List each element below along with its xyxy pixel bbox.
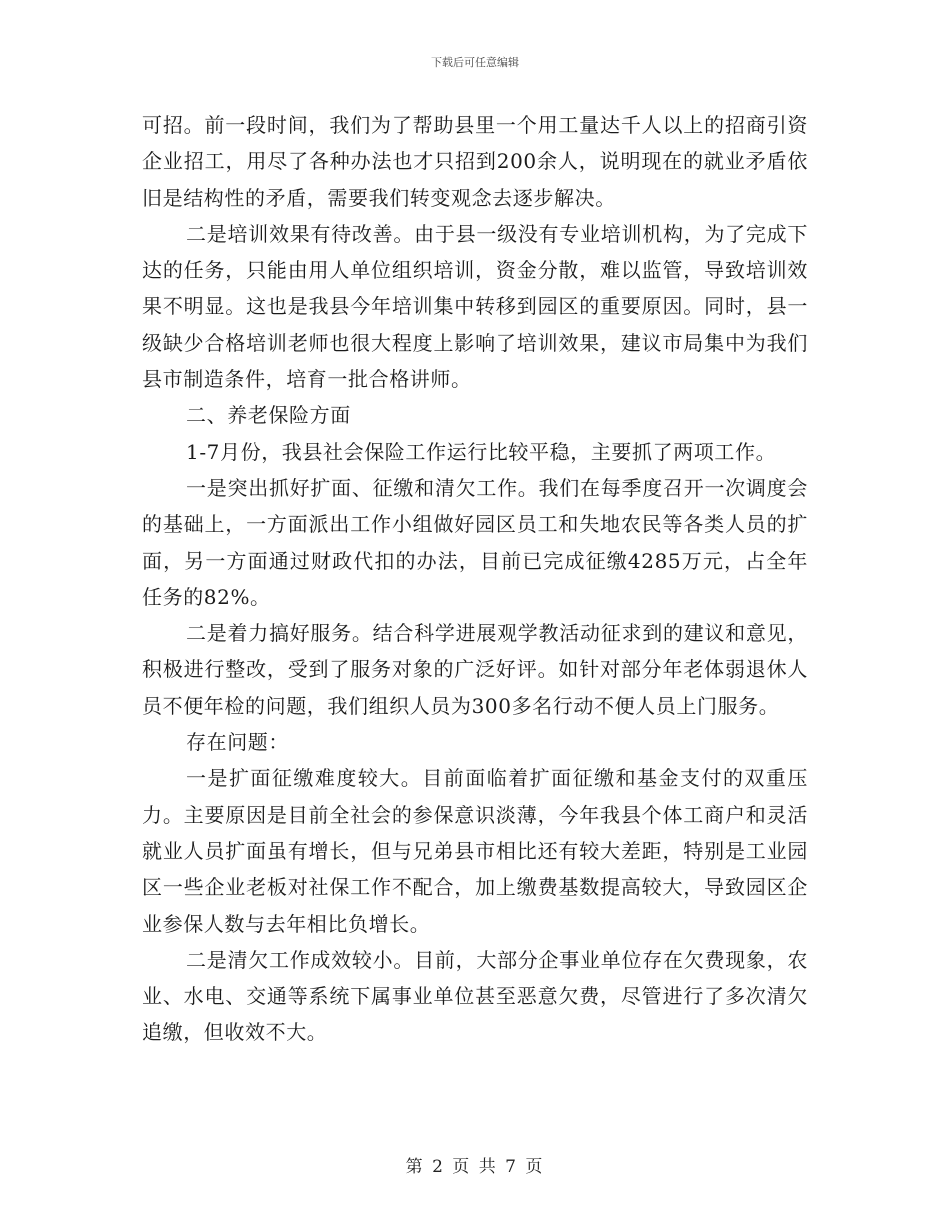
paragraph-7: 二是清欠工作成效较小。目前，大部分企事业单位存在欠费现象，农业、水电、交通等系统下属事业单位甚至恶意欠费，尽管进行了多次清欠追缴，但收效不大。	[142, 947, 808, 1045]
paragraph-1: 可招。前一段时间，我们为了帮助县里一个用工量达千人以上的招商引资企业招工，用尽了各种办法也才只招到200余人，说明现在的就业矛盾依旧是结构性的矛盾，需要我们转变观念去逐步解决。	[142, 113, 808, 210]
paragraph-3: 1-7月份，我县社会保险工作运行比较平稳，主要抓了两项工作。	[186, 439, 777, 464]
paragraph-2: 二是培训效果有待改善。由于县一级没有专业培训机构，为了完成下达的任务，只能由用人单位组织培训，资金分散，难以监管，导致培训效果不明显。这也是我县今年培训集中转移到园区的重要原因。同时，县一级缺少合格培训老师也很大程度上影响了培训效果，建议市局集中为我们县市制造条件，培育一批合格讲师。	[142, 221, 808, 392]
section-heading-pension: 二、养老保险方面	[186, 403, 351, 428]
subheading-problems: 存在问题：	[186, 730, 289, 755]
paragraph-4: 一是突出抓好扩面、征缴和清欠工作。我们在每季度召开一次调度会的基础上，一方面派出工作小组做好园区员工和失地农民等各类人员的扩面，另一方面通过财政代扣的办法，目前已完成征缴4285万元，占全年任务的82%。	[142, 475, 808, 609]
document-body	[142, 107, 808, 1051]
page-number: 第 2 页 共 7 页	[405, 1157, 545, 1177]
page-header-note: 下载后可任意编辑	[431, 56, 519, 69]
paragraph-5: 二是着力搞好服务。结合科学进展观学教活动征求到的建议和意见，积极进行整改，受到了服务对象的广泛好评。如针对部分年老体弱退休人员不便年检的问题，我们组织人员为300多名行动不便人员上门服务。	[142, 621, 808, 718]
paragraph-6: 一是扩面征缴难度较大。目前面临着扩面征缴和基金支付的双重压力。主要原因是目前全社会的参保意识淡薄，今年我县个体工商户和灵活就业人员扩面虽有增长，但与兄弟县市相比还有较大差距，特别是工业园区一些企业老板对社保工作不配合，加上缴费基数提高较大，导致园区企业参保人数与去年相比负增长。	[142, 766, 808, 936]
